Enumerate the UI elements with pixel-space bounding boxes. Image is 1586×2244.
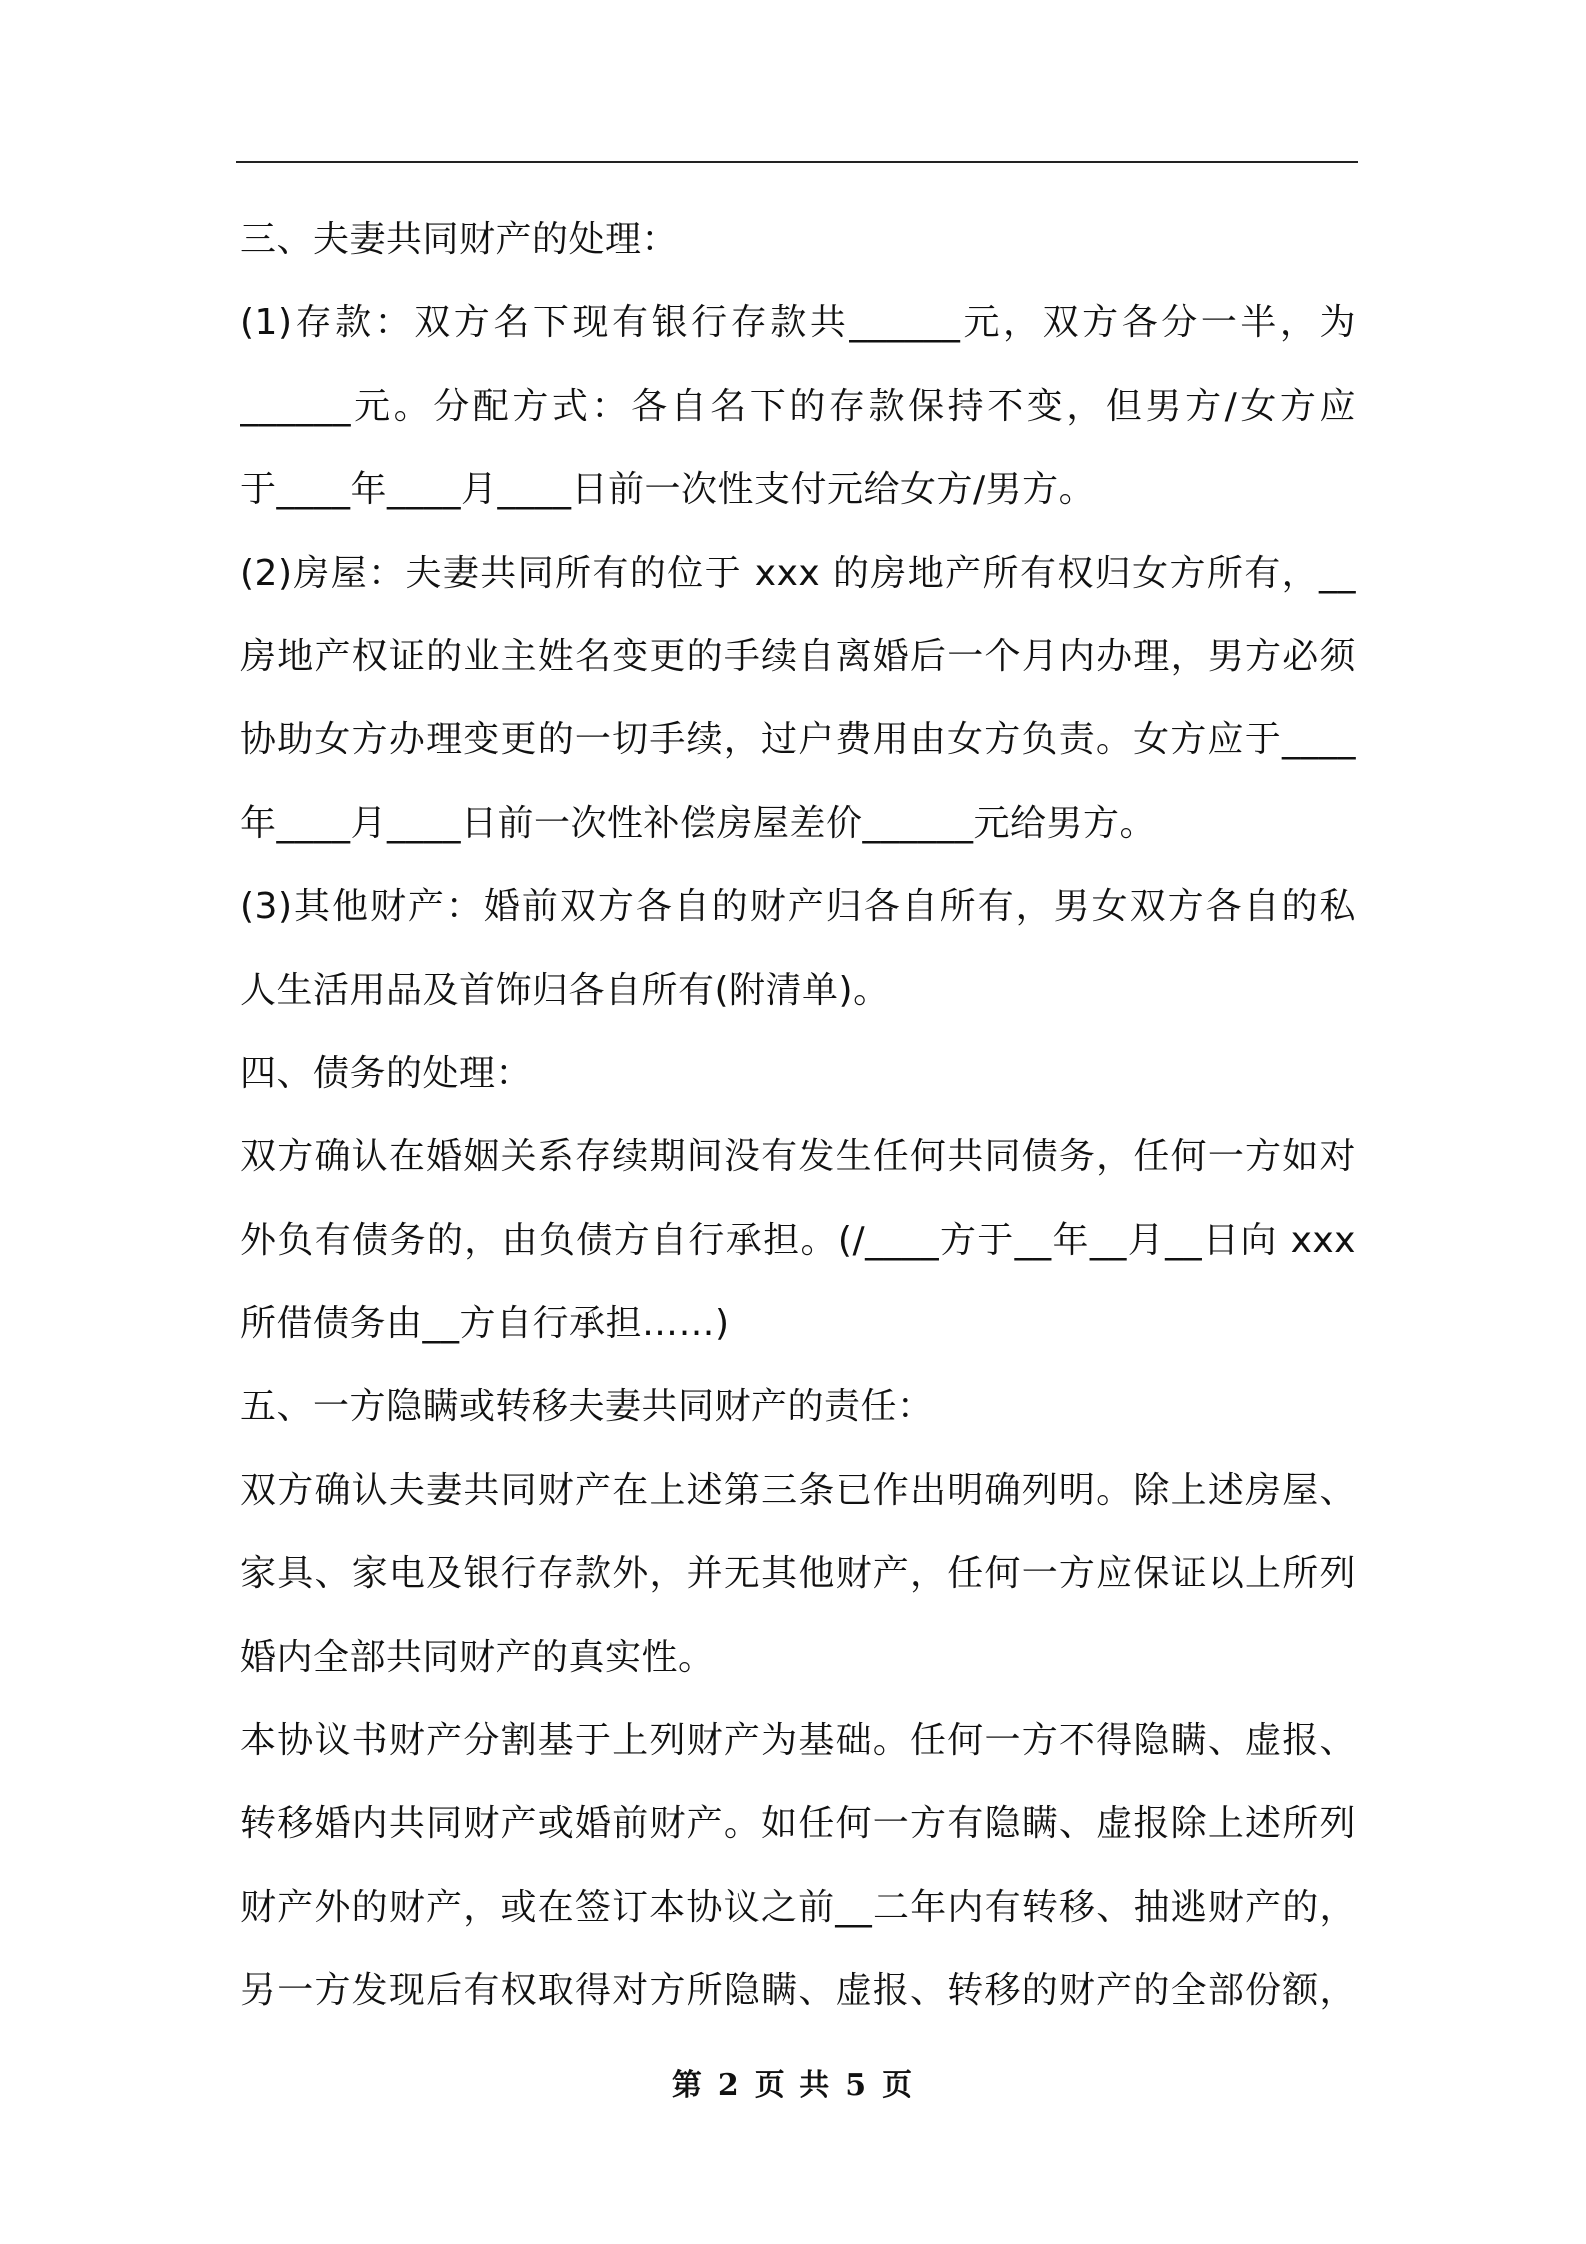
page-footer <box>0 2060 1586 2104</box>
paragraph-line: 婚内全部共同财产的真实性。 <box>240 1636 715 1678</box>
total-pages-number: 5 <box>845 2068 869 2103</box>
page-label-mid: 页 共 <box>754 2068 832 2103</box>
paragraph-line: 人生活用品及首饰归各自所有(附清单)。 <box>240 969 890 1011</box>
paragraph-line: 家具、家电及银行存款外，并无其他财产，任何一方应保证以上所列 <box>240 1553 1356 1595</box>
document-body <box>240 198 1356 2033</box>
section-heading-4: 四、债务的处理： <box>240 1052 533 1094</box>
paragraph-line: (3)其他财产：婚前双方各自的财产归各自所有，男女双方各自的私 <box>240 886 1356 928</box>
paragraph-line: 于____年____月____日前一次性支付元给女方/男方。 <box>240 469 1096 511</box>
section-heading-5: 五、一方隐瞒或转移夫妻共同财产的责任： <box>240 1386 934 1428</box>
paragraph-line: 财产外的财产，或在签订本协议之前__二年内有转移、抽逃财产的， <box>240 1886 1356 1928</box>
paragraph-line: 所借债务由__方自行承担……) <box>240 1303 730 1345</box>
paragraph-line: 双方确认在婚姻关系存续期间没有发生任何共同债务，任何一方如对 <box>240 1136 1356 1178</box>
paragraph-line: 外负有债务的，由负债方自行承担。(/____方于__年__月__日向 xxx <box>240 1219 1356 1261</box>
paragraph-line: 房地产权证的业主姓名变更的手续自离婚后一个月内办理，男方必须 <box>240 635 1356 677</box>
page-label-prefix: 第 <box>671 2068 704 2103</box>
paragraph-line: 双方确认夫妻共同财产在上述第三条已作出明确列明。除上述房屋、 <box>240 1469 1356 1511</box>
current-page-number: 2 <box>717 2068 741 2103</box>
header-rule <box>236 161 1358 163</box>
paragraph-line: 本协议书财产分割基于上列财产为基础。任何一方不得隐瞒、虚报、 <box>240 1720 1356 1762</box>
paragraph-line: 年____月____日前一次性补偿房屋差价______元给男方。 <box>240 802 1157 844</box>
section-heading-3: 三、夫妻共同财产的处理： <box>240 219 679 260</box>
paragraph-line: (1)存款：双方名下现有银行存款共______元，双方各分一半，为 <box>240 302 1356 344</box>
paragraph-line: ______元。分配方式：各自名下的存款保持不变，但男方/女方应 <box>240 385 1356 427</box>
page-label-suffix: 页 <box>882 2068 915 2103</box>
paragraph-line: 转移婚内共同财产或婚前财产。如任何一方有隐瞒、虚报除上述所列 <box>240 1803 1356 1845</box>
paragraph-line: 协助女方办理变更的一切手续，过户费用由女方负责。女方应于____ <box>240 719 1356 761</box>
paragraph-line: (2)房屋：夫妻共同所有的位于 xxx 的房地产所有权归女方所有，__ <box>240 552 1356 594</box>
paragraph-line: 另一方发现后有权取得对方所隐瞒、虚报、转移的财产的全部份额， <box>240 1970 1356 2012</box>
